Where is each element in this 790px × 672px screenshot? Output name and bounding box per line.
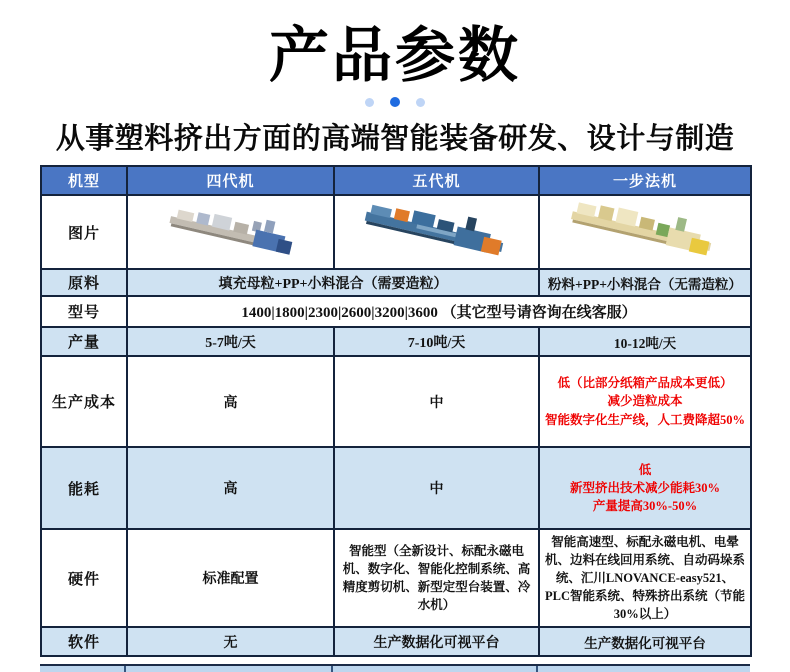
strip-divider xyxy=(536,666,538,672)
row-label-model: 型号 xyxy=(41,296,127,327)
header-gen4: 四代机 xyxy=(127,166,334,195)
row-production-cost xyxy=(41,356,751,447)
energy-onestep-line: 产量提高30%-50% xyxy=(592,499,698,514)
energy-onestep-line: 低 xyxy=(638,462,652,477)
dot-icon-active xyxy=(390,97,400,107)
header-onestep: 一步法机 xyxy=(539,166,751,195)
software-onestep: 生产数据化可视平台 xyxy=(539,627,751,656)
gen5-machine-image xyxy=(335,197,538,267)
gen5-image-cell xyxy=(334,195,539,269)
row-raw-material xyxy=(41,269,751,296)
energy-gen5: 中 xyxy=(334,447,539,529)
header-gen5: 五代机 xyxy=(334,166,539,195)
strip-divider xyxy=(331,666,333,672)
energy-gen4: 高 xyxy=(127,447,334,529)
strip-divider xyxy=(124,666,126,672)
gen4-image-cell xyxy=(127,195,334,269)
header-machine-type: 机型 xyxy=(41,166,127,195)
cost-gen4: 高 xyxy=(127,356,334,447)
row-label-energy: 能耗 xyxy=(41,447,127,529)
row-images xyxy=(41,195,751,269)
row-label-raw-material: 原料 xyxy=(41,269,127,296)
gen4-machine-image xyxy=(128,197,333,267)
cost-onestep-line: 智能数字化生产线，人工费降超50% xyxy=(544,412,745,427)
next-section-strip xyxy=(40,664,750,672)
row-hardware xyxy=(41,529,751,627)
row-label-production-cost: 生产成本 xyxy=(41,356,127,447)
row-output xyxy=(41,327,751,356)
dot-icon xyxy=(365,98,374,107)
page-title: 产品参数 xyxy=(269,22,521,89)
cost-gen5: 中 xyxy=(334,356,539,447)
carousel-dots xyxy=(0,97,790,107)
cost-onestep xyxy=(539,356,751,447)
model-numbers: 1400|1800|2300|2600|3200|3600 （其它型号请咨询在线客服） xyxy=(127,296,751,327)
row-model xyxy=(41,296,751,327)
software-gen5: 生产数据化可视平台 xyxy=(334,627,539,656)
row-energy xyxy=(41,447,751,529)
software-gen4: 无 xyxy=(127,627,334,656)
cost-onestep-line: 减少造粒成本 xyxy=(607,394,683,409)
hardware-gen4: 标准配置 xyxy=(127,529,334,627)
raw-material-gen45: 填充母粒+PP+小料混合（需要造粒） xyxy=(127,269,539,296)
row-label-output: 产量 xyxy=(41,327,127,356)
row-software xyxy=(41,627,751,656)
onestep-image-cell xyxy=(539,195,751,269)
onestep-machine-image xyxy=(540,197,750,267)
hardware-gen5: 智能型（全新设计、标配永磁电机、数字化、智能化控制系统、高精度剪切机、新型定型台装置、冷水机） xyxy=(334,529,539,627)
hardware-onestep: 智能高速型、标配永磁电机、电晕机、边料在线回用系统、自动码垛系统、汇川LNOVANCE-easy521、PLC智能系统、特殊挤出系统（节能30%以上） xyxy=(539,529,751,627)
output-onestep: 10-12吨/天 xyxy=(539,327,751,356)
energy-onestep-line: 新型挤出技术减少能耗30% xyxy=(569,480,720,495)
output-gen5: 7-10吨/天 xyxy=(334,327,539,356)
row-label-image: 图片 xyxy=(41,195,127,269)
dot-icon xyxy=(416,98,425,107)
cost-onestep-line: 低（比部分纸箱产品成本更低） xyxy=(557,376,733,391)
row-label-software: 软件 xyxy=(41,627,127,656)
table-header-row xyxy=(41,166,751,195)
raw-material-onestep: 粉料+PP+小料混合（无需造粒） xyxy=(539,269,751,296)
spec-table xyxy=(40,165,752,657)
row-label-hardware: 硬件 xyxy=(41,529,127,627)
output-gen4: 5-7吨/天 xyxy=(127,327,334,356)
energy-onestep xyxy=(539,447,751,529)
page-subtitle: 从事塑料挤出方面的高端智能装备研发、设计与制造 xyxy=(55,123,735,155)
